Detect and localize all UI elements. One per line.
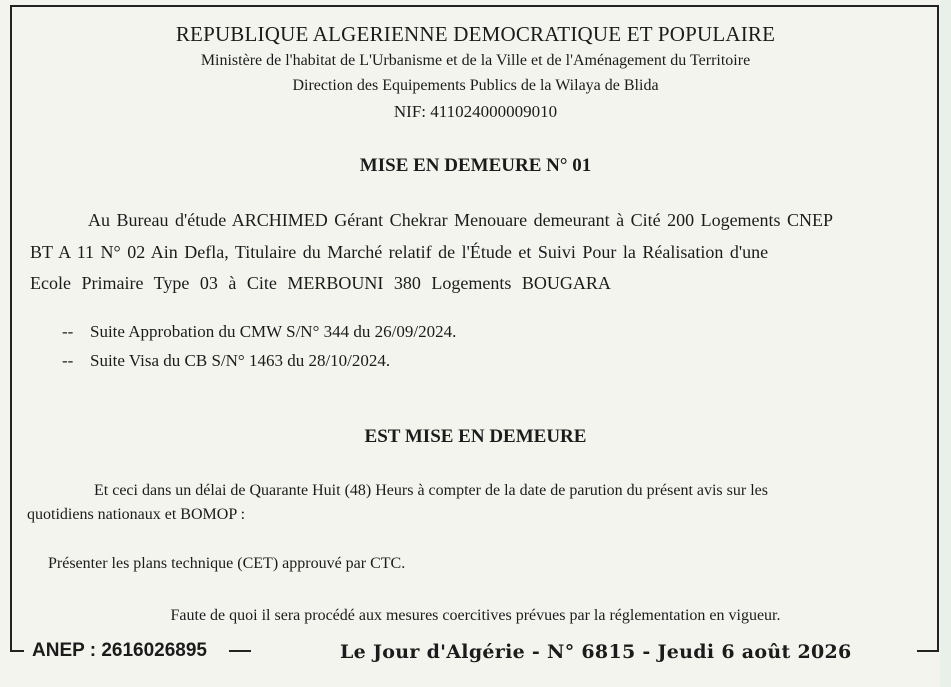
- addressee-line-3: Ecole Primaire Type 03 à Cite MERBOUNI 380 Logements BOUGARA: [30, 273, 611, 293]
- est-heading: EST MISE EN DEMEURE: [364, 426, 587, 447]
- list-dash: --: [62, 322, 74, 341]
- addressee-line-1: Au Bureau d'étude ARCHIMED Gérant Chekrar Menouare demeurant à Cité 200 Logements CNEP: [88, 210, 834, 230]
- reference-item: [62, 351, 390, 371]
- notice-title: MISE EN DEMEURE N° 01: [359, 155, 592, 176]
- list-dash: --: [62, 351, 74, 370]
- reference-text: Suite Approbation du CMW S/N° 344 du 26/09/2024.: [90, 322, 457, 341]
- ministry-heading: Ministère de l'habitat de L'Urbanisme et de la Ville et de l'Aménagement du Territoire: [200, 52, 751, 69]
- frame-corner-right: [917, 650, 937, 652]
- anep-rule: [229, 650, 251, 652]
- reference-text: Suite Visa du CB S/N° 1463 du 28/10/2024.: [90, 351, 391, 370]
- nif-number: NIF: 411024000009010: [393, 102, 558, 121]
- direction-heading: Direction des Equipements Publics de la Wilaya de Blida: [292, 77, 659, 94]
- addressee-line-2: BT A 11 N° 02 Ain Defla, Titulaire du Marché relatif de l'Étude et Suivi Pour la Réalisation d'une: [30, 242, 769, 262]
- republic-heading: REPUBLIQUE ALGERIENNE DEMOCRATIQUE ET POPULAIRE: [175, 22, 776, 46]
- frame-corner-left: [10, 650, 24, 652]
- reference-item: [62, 322, 456, 342]
- anep-reference: ANEP : 2616026895: [32, 640, 211, 662]
- journal-footer: Le Jour d'Algérie - N° 6815 - Jeudi 6 août 2026: [340, 641, 852, 663]
- faute-statement: Faute de quoi il sera procédé aux mesures coercitives prévues par la réglementation en vigueur.: [170, 607, 781, 624]
- delai-line-1: Et ceci dans un délai de Quarante Huit (48) Heurs à compter de la date de parution du présent avis sur les: [94, 482, 768, 499]
- delai-line-2: quotidiens nationaux et BOMOP :: [27, 506, 246, 523]
- presenter-instruction: Présenter les plans technique (CET) approuvé par CTC.: [48, 555, 406, 572]
